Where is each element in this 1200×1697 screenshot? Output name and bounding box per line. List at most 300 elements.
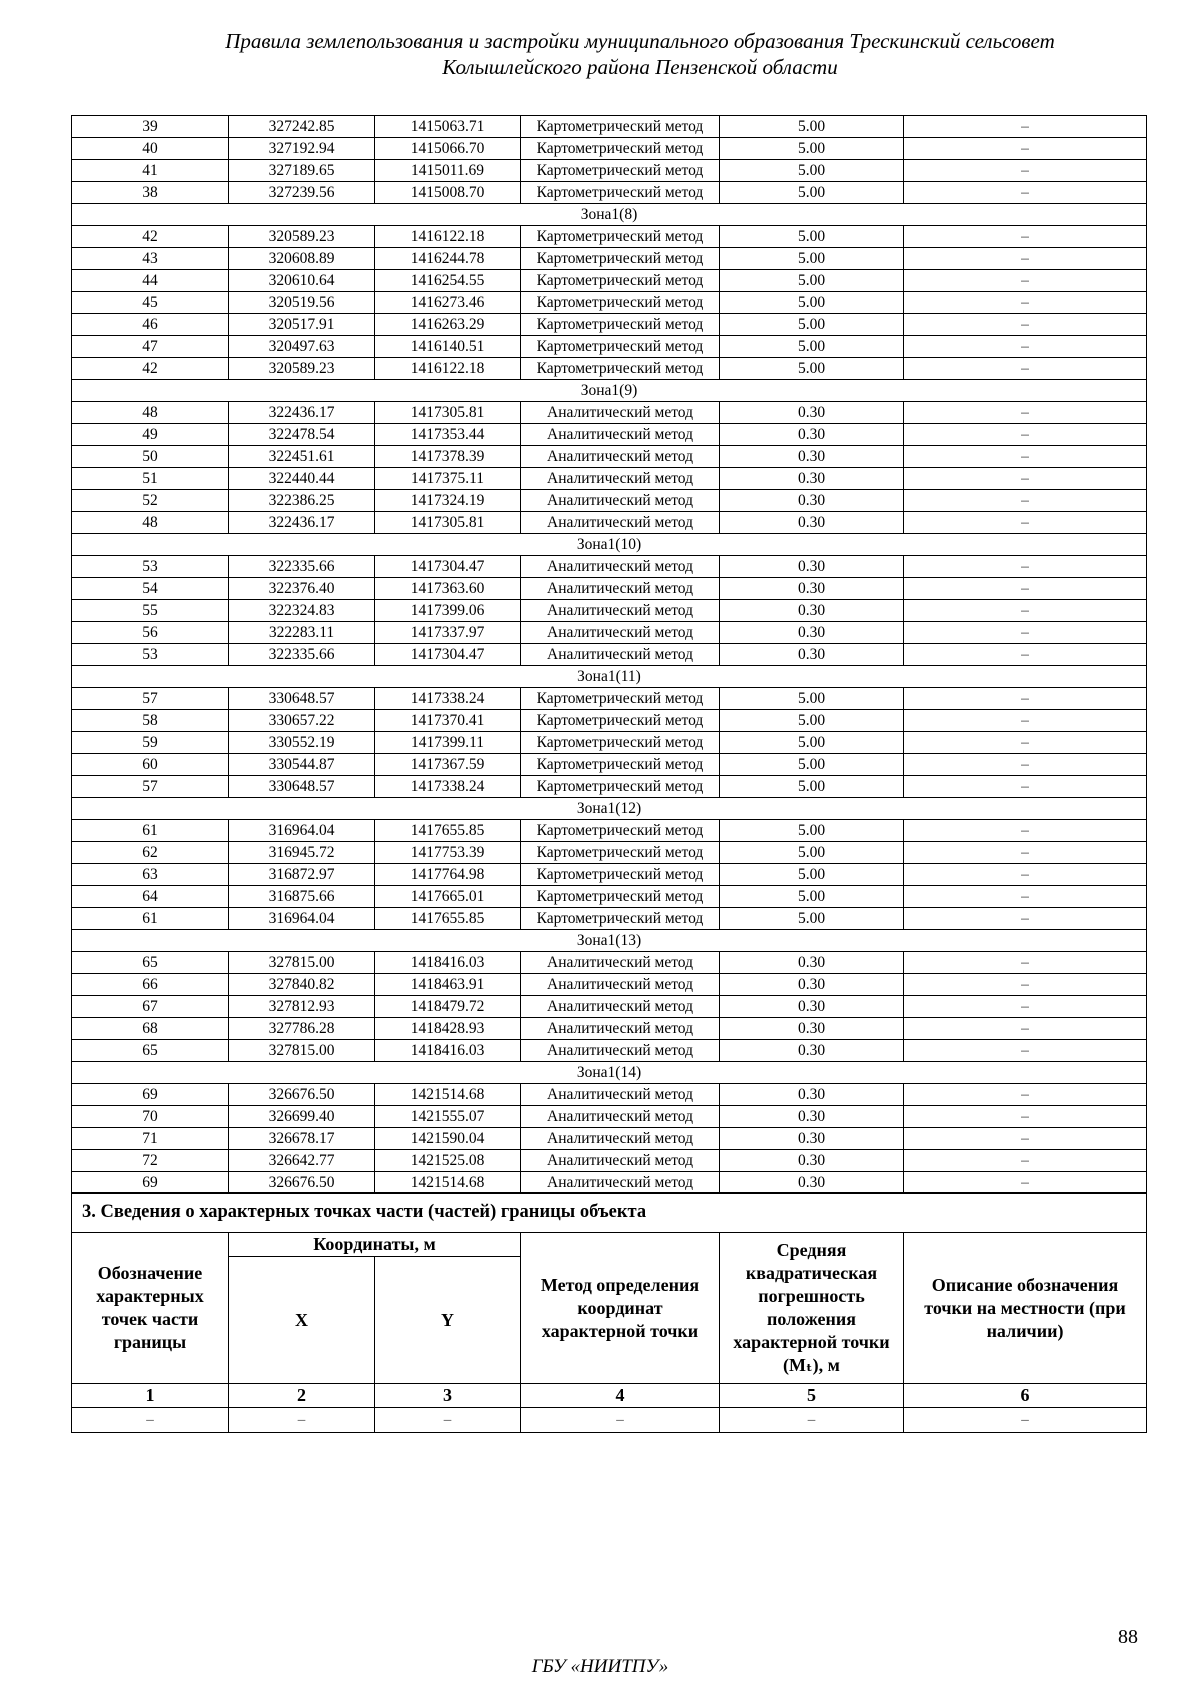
table-cell: 53 bbox=[72, 644, 229, 666]
table-cell: – bbox=[904, 116, 1147, 138]
table-cell: 0.30 bbox=[720, 424, 904, 446]
table-row bbox=[72, 952, 1147, 974]
table-cell: 0.30 bbox=[720, 1106, 904, 1128]
table-cell: 326699.40 bbox=[229, 1106, 375, 1128]
table-cell: – bbox=[904, 1106, 1147, 1128]
table-cell: 5.00 bbox=[720, 908, 904, 930]
table-cell: – bbox=[904, 336, 1147, 358]
header-line-2: Колышлейского района Пензенской области bbox=[442, 55, 838, 79]
table-cell: 1421555.07 bbox=[375, 1106, 521, 1128]
table-row bbox=[72, 996, 1147, 1018]
table-cell: 1417337.97 bbox=[375, 622, 521, 644]
table-cell: 5.00 bbox=[720, 160, 904, 182]
table-cell: 1417353.44 bbox=[375, 424, 521, 446]
table-cell: 42 bbox=[72, 358, 229, 380]
header-y: Y bbox=[375, 1257, 521, 1384]
table-cell: Аналитический метод bbox=[521, 1106, 720, 1128]
table-cell: – bbox=[904, 226, 1147, 248]
table-cell: 67 bbox=[72, 996, 229, 1018]
table-cell: 46 bbox=[72, 314, 229, 336]
table-cell: 5.00 bbox=[720, 886, 904, 908]
header-method: Метод определения координат характерной точки bbox=[521, 1233, 720, 1384]
table-cell: Аналитический метод bbox=[521, 512, 720, 534]
table-cell: 326676.50 bbox=[229, 1172, 375, 1194]
table-row bbox=[72, 1018, 1147, 1040]
table-cell: 5.00 bbox=[720, 358, 904, 380]
table-cell: Аналитический метод bbox=[521, 402, 720, 424]
table-cell: Картометрический метод bbox=[521, 820, 720, 842]
table-cell: 327812.93 bbox=[229, 996, 375, 1018]
table-cell: 69 bbox=[72, 1172, 229, 1194]
table-cell: 5.00 bbox=[720, 820, 904, 842]
table-cell: 1417370.41 bbox=[375, 710, 521, 732]
table-cell: 1417338.24 bbox=[375, 688, 521, 710]
table-cell: Аналитический метод bbox=[521, 424, 720, 446]
table-cell: Аналитический метод bbox=[521, 490, 720, 512]
table-cell: 1416273.46 bbox=[375, 292, 521, 314]
table-cell: 330657.22 bbox=[229, 710, 375, 732]
table-row bbox=[72, 908, 1147, 930]
column-number: 6 bbox=[904, 1384, 1147, 1408]
table-cell: – bbox=[904, 446, 1147, 468]
table-cell: 39 bbox=[72, 116, 229, 138]
zone-label: Зона1(10) bbox=[72, 534, 1147, 556]
table-cell: Аналитический метод bbox=[521, 1128, 720, 1150]
table-row bbox=[72, 138, 1147, 160]
table-cell: 48 bbox=[72, 512, 229, 534]
table-row bbox=[72, 600, 1147, 622]
table-cell: 1416140.51 bbox=[375, 336, 521, 358]
table-cell: 62 bbox=[72, 842, 229, 864]
table-cell: 320589.23 bbox=[229, 358, 375, 380]
table-cell: 38 bbox=[72, 182, 229, 204]
table-cell: 0.30 bbox=[720, 1084, 904, 1106]
table-cell: 1417375.11 bbox=[375, 468, 521, 490]
table-cell: 320589.23 bbox=[229, 226, 375, 248]
table-cell: 0.30 bbox=[720, 1040, 904, 1062]
table-row bbox=[72, 1040, 1147, 1062]
table-cell: 57 bbox=[72, 688, 229, 710]
table-cell: 5.00 bbox=[720, 182, 904, 204]
table-cell: 0.30 bbox=[720, 446, 904, 468]
table-cell: 65 bbox=[72, 952, 229, 974]
table-cell: 41 bbox=[72, 160, 229, 182]
table-cell: 1421590.04 bbox=[375, 1128, 521, 1150]
table-cell: 1417305.81 bbox=[375, 402, 521, 424]
table-cell: 316964.04 bbox=[229, 820, 375, 842]
table-cell: 327786.28 bbox=[229, 1018, 375, 1040]
table-cell: 1421525.08 bbox=[375, 1150, 521, 1172]
table-cell: 48 bbox=[72, 402, 229, 424]
table-cell: 1417304.47 bbox=[375, 644, 521, 666]
table-cell: 316872.97 bbox=[229, 864, 375, 886]
table-cell: – bbox=[904, 314, 1147, 336]
table-cell: 1418416.03 bbox=[375, 952, 521, 974]
table-cell: 0.30 bbox=[720, 1150, 904, 1172]
table-cell: 322436.17 bbox=[229, 402, 375, 424]
table-cell: – bbox=[904, 600, 1147, 622]
table-cell: Картометрический метод bbox=[521, 710, 720, 732]
table-cell: 322436.17 bbox=[229, 512, 375, 534]
zone-row bbox=[72, 798, 1147, 820]
table-cell: 68 bbox=[72, 1018, 229, 1040]
table-cell: Картометрический метод bbox=[521, 908, 720, 930]
table-row bbox=[72, 1172, 1147, 1194]
table-cell: 52 bbox=[72, 490, 229, 512]
table-cell: 57 bbox=[72, 776, 229, 798]
empty-cell: – bbox=[375, 1408, 521, 1433]
table-cell: Картометрический метод bbox=[521, 776, 720, 798]
table-cell: 5.00 bbox=[720, 248, 904, 270]
zone-label: Зона1(8) bbox=[72, 204, 1147, 226]
table-cell: – bbox=[904, 424, 1147, 446]
table-cell: – bbox=[904, 578, 1147, 600]
table-row bbox=[72, 468, 1147, 490]
table-cell: – bbox=[904, 1128, 1147, 1150]
table-cell: – bbox=[904, 622, 1147, 644]
zone-row bbox=[72, 534, 1147, 556]
table-cell: 5.00 bbox=[720, 138, 904, 160]
table-cell: 320517.91 bbox=[229, 314, 375, 336]
table-cell: 320519.56 bbox=[229, 292, 375, 314]
table-row bbox=[72, 776, 1147, 798]
table-cell: – bbox=[904, 974, 1147, 996]
table-cell: Картометрический метод bbox=[521, 226, 720, 248]
table-cell: 322335.66 bbox=[229, 556, 375, 578]
table-cell: 330552.19 bbox=[229, 732, 375, 754]
table-cell: 47 bbox=[72, 336, 229, 358]
table-cell: – bbox=[904, 710, 1147, 732]
table-cell: 1418416.03 bbox=[375, 1040, 521, 1062]
table-cell: Аналитический метод bbox=[521, 622, 720, 644]
table-cell: 5.00 bbox=[720, 336, 904, 358]
table-cell: 322283.11 bbox=[229, 622, 375, 644]
table-row bbox=[72, 248, 1147, 270]
table-row bbox=[72, 1106, 1147, 1128]
table-cell: 1416254.55 bbox=[375, 270, 521, 292]
table-cell: 5.00 bbox=[720, 116, 904, 138]
table-cell: – bbox=[904, 908, 1147, 930]
table-cell: – bbox=[904, 402, 1147, 424]
table-cell: Картометрический метод bbox=[521, 182, 720, 204]
table-row bbox=[72, 292, 1147, 314]
zone-label: Зона1(13) bbox=[72, 930, 1147, 952]
table-cell: 1415066.70 bbox=[375, 138, 521, 160]
table-cell: 5.00 bbox=[720, 732, 904, 754]
table-cell: 322478.54 bbox=[229, 424, 375, 446]
table-cell: – bbox=[904, 160, 1147, 182]
table-cell: 326676.50 bbox=[229, 1084, 375, 1106]
table-cell: 65 bbox=[72, 1040, 229, 1062]
table-cell: 53 bbox=[72, 556, 229, 578]
table-cell: 66 bbox=[72, 974, 229, 996]
column-number: 4 bbox=[521, 1384, 720, 1408]
table-cell: 316945.72 bbox=[229, 842, 375, 864]
table-row bbox=[72, 710, 1147, 732]
table-row bbox=[72, 1150, 1147, 1172]
table-row bbox=[72, 314, 1147, 336]
zone-row bbox=[72, 930, 1147, 952]
table-cell: – bbox=[904, 776, 1147, 798]
table-cell: 0.30 bbox=[720, 556, 904, 578]
table-cell: – bbox=[904, 292, 1147, 314]
table-cell: Картометрический метод bbox=[521, 116, 720, 138]
empty-cell: – bbox=[521, 1408, 720, 1433]
table-cell: 322324.83 bbox=[229, 600, 375, 622]
table-cell: 327815.00 bbox=[229, 952, 375, 974]
document-footer: ГБУ «НИИТПУ» bbox=[531, 1656, 669, 1677]
table-cell: 5.00 bbox=[720, 270, 904, 292]
table-cell: – bbox=[904, 754, 1147, 776]
table-cell: 1415008.70 bbox=[375, 182, 521, 204]
table-cell: 1416122.18 bbox=[375, 226, 521, 248]
coordinates-table bbox=[71, 115, 1147, 1194]
table-cell: 1417324.19 bbox=[375, 490, 521, 512]
table-cell: 1418463.91 bbox=[375, 974, 521, 996]
table-cell: 326642.77 bbox=[229, 1150, 375, 1172]
table-cell: Аналитический метод bbox=[521, 644, 720, 666]
table-cell: 1418428.93 bbox=[375, 1018, 521, 1040]
table-cell: 63 bbox=[72, 864, 229, 886]
table-cell: Картометрический метод bbox=[521, 732, 720, 754]
table-cell: 330544.87 bbox=[229, 754, 375, 776]
table-row bbox=[72, 226, 1147, 248]
table-cell: 327189.65 bbox=[229, 160, 375, 182]
table-cell: 327242.85 bbox=[229, 116, 375, 138]
table-cell: 72 bbox=[72, 1150, 229, 1172]
table-row bbox=[72, 622, 1147, 644]
table-cell: 50 bbox=[72, 446, 229, 468]
table-cell: 1417655.85 bbox=[375, 908, 521, 930]
table-cell: 5.00 bbox=[720, 292, 904, 314]
table-cell: 5.00 bbox=[720, 226, 904, 248]
empty-cell: – bbox=[904, 1408, 1147, 1433]
table-cell: 5.00 bbox=[720, 864, 904, 886]
table-cell: 1417305.81 bbox=[375, 512, 521, 534]
table-cell: 60 bbox=[72, 754, 229, 776]
table-cell: 326678.17 bbox=[229, 1128, 375, 1150]
zone-label: Зона1(14) bbox=[72, 1062, 1147, 1084]
table-cell: – bbox=[904, 842, 1147, 864]
header-mean-error: Средняя квадратическая погрешность положения характерной точки (Мₜ), м bbox=[720, 1233, 904, 1384]
table-cell: 1417655.85 bbox=[375, 820, 521, 842]
table-cell: 327840.82 bbox=[229, 974, 375, 996]
table-cell: 1416122.18 bbox=[375, 358, 521, 380]
table-cell: 0.30 bbox=[720, 1128, 904, 1150]
table-row bbox=[72, 402, 1147, 424]
zone-row bbox=[72, 380, 1147, 402]
column-number: 3 bbox=[375, 1384, 521, 1408]
table-cell: 0.30 bbox=[720, 490, 904, 512]
table-row bbox=[72, 512, 1147, 534]
table-cell: Картометрический метод bbox=[521, 336, 720, 358]
table-cell: 56 bbox=[72, 622, 229, 644]
table-row bbox=[72, 820, 1147, 842]
table-cell: 320610.64 bbox=[229, 270, 375, 292]
table-cell: – bbox=[904, 952, 1147, 974]
zone-label: Зона1(9) bbox=[72, 380, 1147, 402]
table-cell: 0.30 bbox=[720, 622, 904, 644]
table-cell: Аналитический метод bbox=[521, 1150, 720, 1172]
table-cell: Картометрический метод bbox=[521, 886, 720, 908]
table-cell: – bbox=[904, 644, 1147, 666]
table-cell: 1417304.47 bbox=[375, 556, 521, 578]
table-cell: 71 bbox=[72, 1128, 229, 1150]
table-cell: – bbox=[904, 996, 1147, 1018]
table-row bbox=[72, 182, 1147, 204]
table-cell: 1415011.69 bbox=[375, 160, 521, 182]
table-cell: – bbox=[904, 182, 1147, 204]
table-row bbox=[72, 864, 1147, 886]
table-cell: – bbox=[904, 270, 1147, 292]
zone-row bbox=[72, 204, 1147, 226]
table-cell: 61 bbox=[72, 820, 229, 842]
table-row bbox=[72, 578, 1147, 600]
table-cell: Аналитический метод bbox=[521, 952, 720, 974]
table-row bbox=[72, 358, 1147, 380]
table-cell: 5.00 bbox=[720, 842, 904, 864]
table-cell: 327815.00 bbox=[229, 1040, 375, 1062]
table-cell: Картометрический метод bbox=[521, 864, 720, 886]
table-row bbox=[72, 886, 1147, 908]
table-cell: 322335.66 bbox=[229, 644, 375, 666]
table-cell: 0.30 bbox=[720, 644, 904, 666]
table-cell: Аналитический метод bbox=[521, 556, 720, 578]
coordinates-table-body bbox=[72, 116, 1147, 1194]
table-cell: 0.30 bbox=[720, 996, 904, 1018]
table-cell: Аналитический метод bbox=[521, 468, 720, 490]
table-cell: 0.30 bbox=[720, 1018, 904, 1040]
table-cell: 316964.04 bbox=[229, 908, 375, 930]
table-cell: 0.30 bbox=[720, 578, 904, 600]
table-cell: 40 bbox=[72, 138, 229, 160]
table-cell: Картометрический метод bbox=[521, 138, 720, 160]
table-cell: 5.00 bbox=[720, 688, 904, 710]
table-cell: 320608.89 bbox=[229, 248, 375, 270]
table-cell: – bbox=[904, 1084, 1147, 1106]
table-cell: Картометрический метод bbox=[521, 314, 720, 336]
page-number: 88 bbox=[1118, 1626, 1138, 1648]
header-coordinates: Координаты, м bbox=[229, 1233, 521, 1257]
table-cell: – bbox=[904, 490, 1147, 512]
table-cell: 1415063.71 bbox=[375, 116, 521, 138]
table-cell: 330648.57 bbox=[229, 688, 375, 710]
table-cell: 322451.61 bbox=[229, 446, 375, 468]
table-cell: Аналитический метод bbox=[521, 974, 720, 996]
column-number: 1 bbox=[72, 1384, 229, 1408]
table-cell: – bbox=[904, 512, 1147, 534]
table-cell: 42 bbox=[72, 226, 229, 248]
table-cell: 316875.66 bbox=[229, 886, 375, 908]
table-cell: Аналитический метод bbox=[521, 1084, 720, 1106]
table-cell: 0.30 bbox=[720, 974, 904, 996]
table-row bbox=[72, 754, 1147, 776]
table-cell: 58 bbox=[72, 710, 229, 732]
table-cell: Аналитический метод bbox=[521, 446, 720, 468]
table-cell: Аналитический метод bbox=[521, 600, 720, 622]
table-cell: 1416263.29 bbox=[375, 314, 521, 336]
table-cell: Картометрический метод bbox=[521, 358, 720, 380]
table-cell: 0.30 bbox=[720, 1172, 904, 1194]
table-cell: 1417378.39 bbox=[375, 446, 521, 468]
table-cell: 322440.44 bbox=[229, 468, 375, 490]
column-number: 2 bbox=[229, 1384, 375, 1408]
table-cell: Картометрический метод bbox=[521, 688, 720, 710]
empty-cell: – bbox=[229, 1408, 375, 1433]
header-description: Описание обозначения точки на местности (при наличии) bbox=[904, 1233, 1147, 1384]
table-cell: 1417338.24 bbox=[375, 776, 521, 798]
table-cell: Аналитический метод bbox=[521, 996, 720, 1018]
zone-row bbox=[72, 666, 1147, 688]
table-cell: – bbox=[904, 468, 1147, 490]
table-cell: 1417363.60 bbox=[375, 578, 521, 600]
table-cell: Аналитический метод bbox=[521, 1172, 720, 1194]
table-cell: 5.00 bbox=[720, 776, 904, 798]
header-point-designation: Обозначение характерных точек части границы bbox=[72, 1233, 229, 1384]
table-cell: 61 bbox=[72, 908, 229, 930]
table-cell: 1418479.72 bbox=[375, 996, 521, 1018]
table-cell: 0.30 bbox=[720, 468, 904, 490]
table-cell: 1417399.06 bbox=[375, 600, 521, 622]
table-cell: Картометрический метод bbox=[521, 248, 720, 270]
table-cell: – bbox=[904, 1040, 1147, 1062]
table-cell: – bbox=[904, 820, 1147, 842]
table-row bbox=[72, 446, 1147, 468]
empty-cell: – bbox=[72, 1408, 229, 1433]
table-cell: 1421514.68 bbox=[375, 1084, 521, 1106]
table-cell: Картометрический метод bbox=[521, 754, 720, 776]
table-row bbox=[72, 1128, 1147, 1150]
table-cell: 330648.57 bbox=[229, 776, 375, 798]
document-header bbox=[140, 28, 1140, 80]
table-cell: 1417367.59 bbox=[375, 754, 521, 776]
table-cell: 0.30 bbox=[720, 600, 904, 622]
table-cell: 1417665.01 bbox=[375, 886, 521, 908]
table-cell: 44 bbox=[72, 270, 229, 292]
table-cell: Аналитический метод bbox=[521, 1018, 720, 1040]
table-cell: 1417399.11 bbox=[375, 732, 521, 754]
column-number: 5 bbox=[720, 1384, 904, 1408]
header-line-1: Правила землепользования и застройки муниципального образования Трескинский сельсовет bbox=[225, 29, 1055, 53]
table-cell: – bbox=[904, 1172, 1147, 1194]
table-cell: 5.00 bbox=[720, 710, 904, 732]
table-cell: – bbox=[904, 248, 1147, 270]
table-cell: – bbox=[904, 688, 1147, 710]
table-cell: 69 bbox=[72, 1084, 229, 1106]
table-row bbox=[72, 1084, 1147, 1106]
table-row bbox=[72, 160, 1147, 182]
table-row bbox=[72, 116, 1147, 138]
table-cell: Картометрический метод bbox=[521, 292, 720, 314]
table-cell: 1416244.78 bbox=[375, 248, 521, 270]
table-row bbox=[72, 336, 1147, 358]
table-cell: 5.00 bbox=[720, 754, 904, 776]
table-cell: Картометрический метод bbox=[521, 160, 720, 182]
table-cell: 0.30 bbox=[720, 402, 904, 424]
zone-label: Зона1(12) bbox=[72, 798, 1147, 820]
header-x: X bbox=[229, 1257, 375, 1384]
table-cell: 5.00 bbox=[720, 314, 904, 336]
table-cell: – bbox=[904, 732, 1147, 754]
table-cell: – bbox=[904, 886, 1147, 908]
table-row bbox=[72, 490, 1147, 512]
section-3-title: 3. Сведения о характерных точках части (частей) границы объекта bbox=[72, 1193, 1147, 1233]
table-cell: 1417764.98 bbox=[375, 864, 521, 886]
table-cell: 1421514.68 bbox=[375, 1172, 521, 1194]
table-cell: 54 bbox=[72, 578, 229, 600]
table-row bbox=[72, 644, 1147, 666]
table-cell: 322376.40 bbox=[229, 578, 375, 600]
